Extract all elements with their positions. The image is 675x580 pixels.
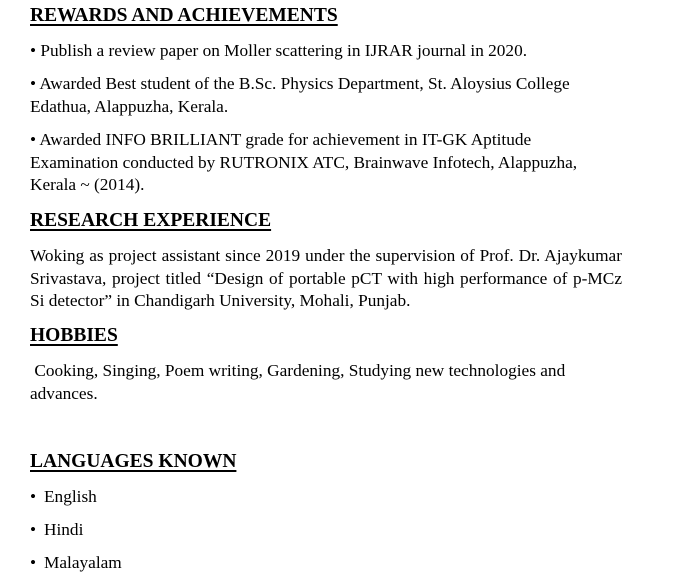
- language-label: Malayalam: [44, 553, 122, 572]
- language-label: Hindi: [44, 520, 84, 539]
- rewards-item-2: • Awarded Best student of the B.Sc. Physics Department, St. Aloysius College Edathua, Alappuzha, Kerala.: [30, 74, 570, 116]
- rewards-item-1: • Publish a review paper on Moller scattering in IJRAR journal in 2020.: [30, 41, 528, 60]
- rewards-item-3: • Awarded INFO BRILLIANT grade for achievement in IT-GK Aptitude Examination conducted by RUTRONIX ATC, Brainwave Infotech, Alappuzha, Kerala ~ (2014).: [30, 130, 578, 194]
- language-item-malayalam: [30, 552, 122, 575]
- hobbies-heading: HOBBIES: [30, 325, 118, 346]
- research-heading: RESEARCH EXPERIENCE: [30, 210, 272, 231]
- bullet-icon: •: [30, 520, 37, 539]
- language-label: English: [44, 487, 97, 506]
- bullet-icon: •: [30, 553, 37, 572]
- rewards-heading: REWARDS AND ACHIEVEMENTS: [30, 5, 338, 26]
- language-item-english: [30, 486, 97, 509]
- language-item-hindi: [30, 519, 83, 542]
- bullet-icon: •: [30, 487, 37, 506]
- research-text: Woking as project assistant since 2019 under the supervision of Prof. Dr. Ajaykumar Srivastava, project titled “Design of portable pCT with high performance of p-MCz Si detector” in Chandigarh University, Mohali, Punjab.: [30, 246, 622, 310]
- languages-heading: LANGUAGES KNOWN: [30, 451, 237, 472]
- hobbies-text: Cooking, Singing, Poem writing, Gardening, Studying new technologies and advances.: [30, 361, 570, 403]
